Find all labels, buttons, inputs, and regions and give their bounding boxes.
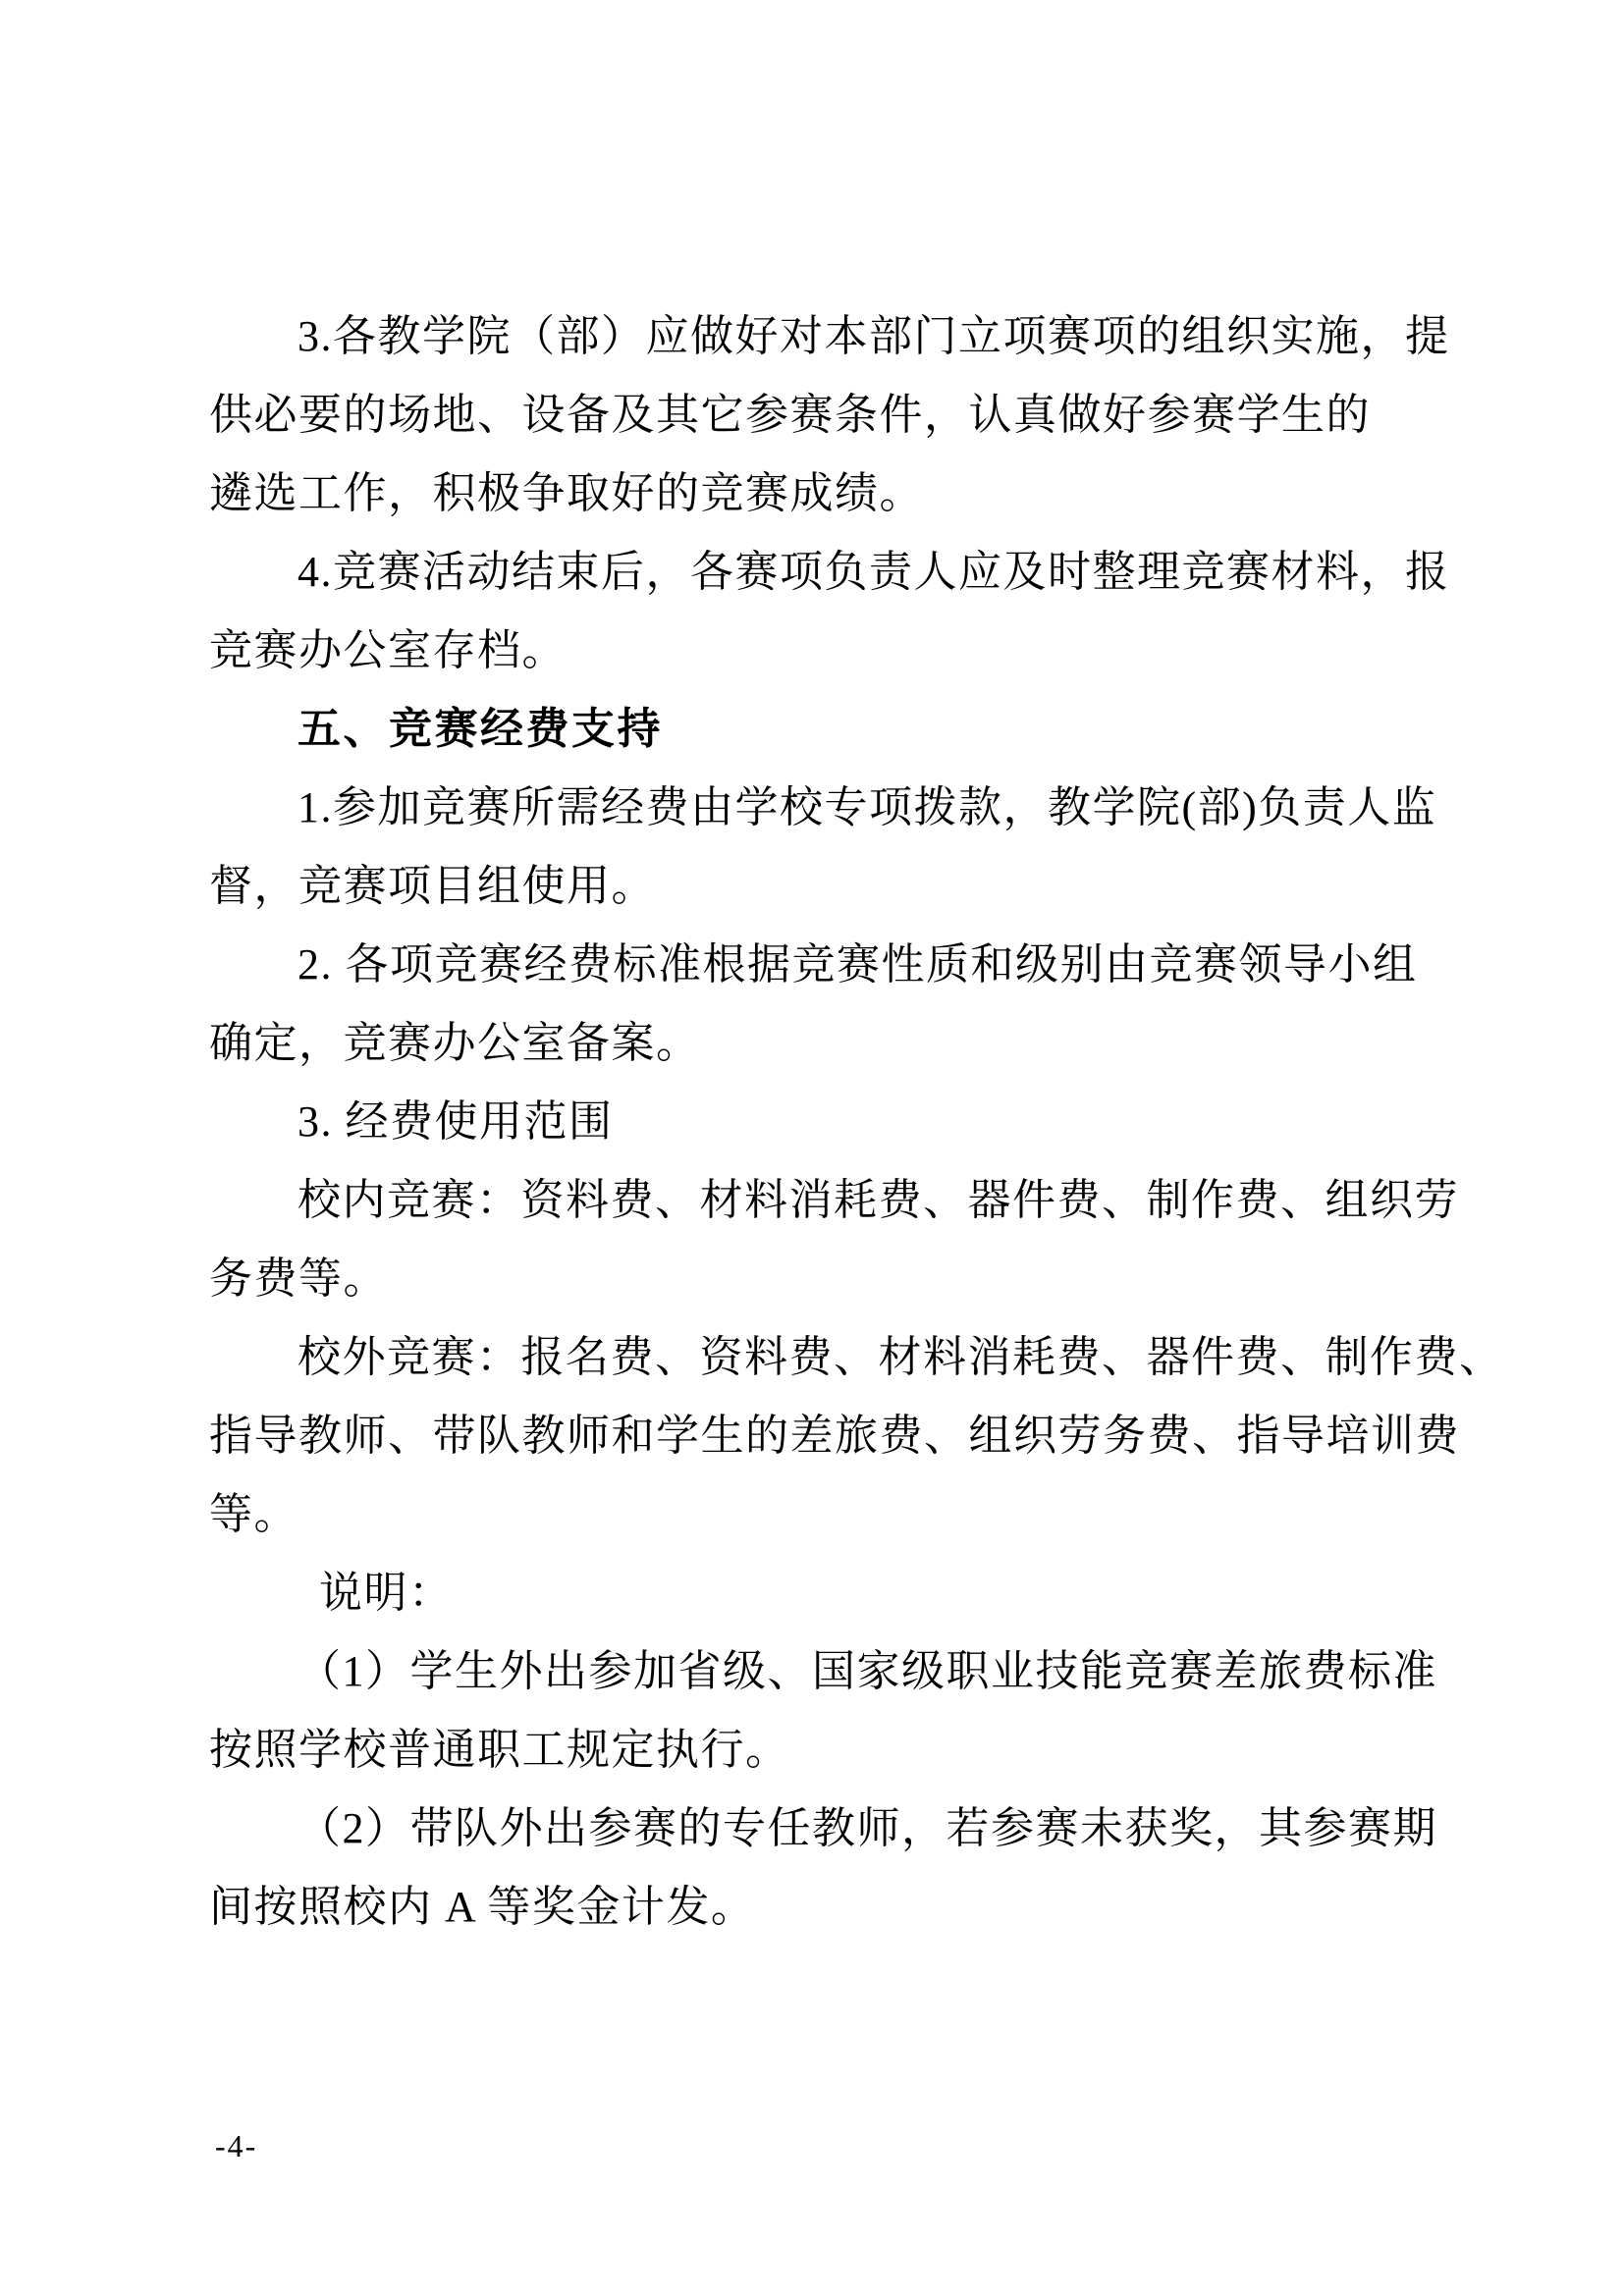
paragraph-line: （2）带队外出参赛的专任教师，若参赛未获奖，其参赛期 xyxy=(298,1804,1437,1852)
paragraph-line: 务费等。 xyxy=(209,1255,388,1303)
paragraph-line: 等。 xyxy=(209,1490,298,1538)
paragraph-line: 竞赛办公室存档。 xyxy=(209,626,567,674)
paragraph-line: 3. 经费使用范围 xyxy=(298,1097,614,1146)
paragraph-line: 校内竞赛：资料费、材料消耗费、器件费、制作费、组织劳 xyxy=(298,1176,1459,1224)
paragraph-line: 3.各教学院（部）应做好对本部门立项赛项的组织实施，提 xyxy=(298,312,1450,360)
paragraph-line: 供必要的场地、设备及其它参赛条件，认真做好参赛学生的 xyxy=(209,391,1371,439)
paragraph-line: 4.竞赛活动结束后，各赛项负责人应及时整理竞赛材料，报 xyxy=(298,548,1450,596)
paragraph-line: （1）学生外出参加省级、国家级职业技能竞赛差旅费标准 xyxy=(298,1647,1437,1695)
document-body xyxy=(209,297,1505,1947)
paragraph-line: 指导教师、带队教师和学生的差旅费、组织劳务费、指导培训费 xyxy=(209,1412,1460,1460)
paragraph-line: 按照学校普通职工规定执行。 xyxy=(209,1726,790,1774)
paragraph-line: 间按照校内 A 等奖金计发。 xyxy=(209,1883,756,1931)
paragraph-line: 校外竞赛：报名费、资料费、材料消耗费、器件费、制作费、 xyxy=(298,1333,1504,1381)
paragraph-line: 督，竞赛项目组使用。 xyxy=(209,862,656,910)
paragraph-line: 遴选工作，积极争取好的竞赛成绩。 xyxy=(209,469,924,517)
paragraph-line: 确定，竞赛办公室备案。 xyxy=(209,1019,701,1067)
paragraph-line: 说明： xyxy=(319,1569,454,1617)
paragraph-line: 1.参加竞赛所需经费由学校专项拨款，教学院(部)负责人监 xyxy=(298,783,1437,831)
page-number: -4- xyxy=(215,2128,258,2163)
paragraph-line: 2. 各项竞赛经费标准根据竞赛性质和级别由竞赛领导小组 xyxy=(298,940,1418,988)
section-heading: 五、竞赛经费支持 xyxy=(298,705,663,753)
